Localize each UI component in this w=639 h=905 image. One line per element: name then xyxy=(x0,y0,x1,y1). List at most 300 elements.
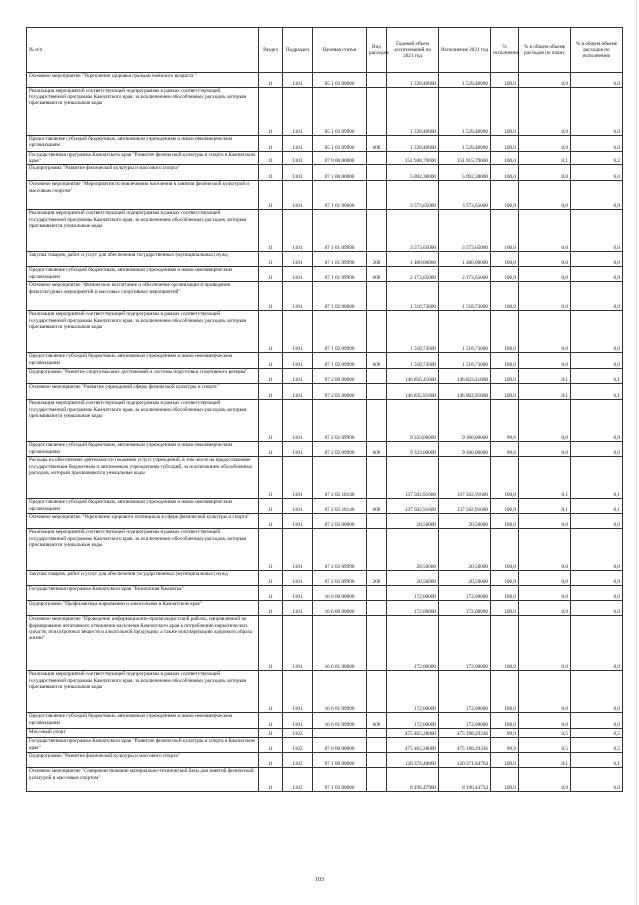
cell-plan: 172,00000 xyxy=(387,671,439,713)
header-share-plan: % в общем объеме расходов по плану xyxy=(519,28,571,73)
cell-pct: 100,0 xyxy=(491,165,519,181)
cell-cs: 05 1 03 09990 xyxy=(313,136,367,152)
cell-isp: 8 196,44734 xyxy=(439,768,491,792)
cell-si: 0,0 xyxy=(571,136,623,152)
cell-r: 11 xyxy=(259,499,283,514)
cell-vr xyxy=(367,753,387,768)
table-row xyxy=(27,768,623,792)
cell-pct: 100,0 xyxy=(491,571,519,586)
cell-p: 1102 xyxy=(283,738,313,753)
cell-p: 1102 xyxy=(283,753,313,768)
cell-si: 0,0 xyxy=(571,353,623,369)
cell-pct: 99,9 xyxy=(491,729,519,738)
cell-vr: 600 xyxy=(367,713,387,729)
table-row xyxy=(27,499,623,514)
cell-pct: 99,6 xyxy=(491,442,519,457)
cell-isp: 1 539,40000 xyxy=(439,136,491,152)
cell-sp: 0,0 xyxy=(519,768,571,792)
cell-sp: 0,0 xyxy=(519,601,571,616)
table-row xyxy=(27,571,623,586)
cell-vr xyxy=(367,671,387,713)
cell-cs: 16 6 00 00000 xyxy=(313,601,367,616)
cell-sp: 0,0 xyxy=(519,136,571,152)
cell-pct: 100,0 xyxy=(491,671,519,713)
cell-r: 11 xyxy=(259,400,283,442)
cell-plan: 5 092,38000 xyxy=(387,165,439,181)
cell-si: 0,0 xyxy=(571,768,623,792)
cell-si: 0,5 xyxy=(571,738,623,753)
table-row xyxy=(27,601,623,616)
table-row xyxy=(27,442,623,457)
cell-p: 1101 xyxy=(283,353,313,369)
cell-si: 0,1 xyxy=(571,369,623,384)
cell-r: 11 xyxy=(259,88,283,136)
table-row xyxy=(27,369,623,384)
cell-plan: 1 518,73000 xyxy=(387,282,439,311)
cell-p: 1101 xyxy=(283,136,313,152)
cell-r: 11 xyxy=(259,514,283,529)
cell-isp: 9 300,00000 xyxy=(439,400,491,442)
cell-si: 0,0 xyxy=(571,73,623,88)
cell-isp: 172,00000 xyxy=(439,601,491,616)
cell-sp: 0,1 xyxy=(519,499,571,514)
cell-p: 1101 xyxy=(283,713,313,729)
cell-r: 11 xyxy=(259,601,283,616)
cell-sp: 0,1 xyxy=(519,753,571,768)
cell-name: Подпрограмма "Развитие спорта высших достижений и системы подготовки спортивного резерва" xyxy=(27,369,259,384)
table-row xyxy=(27,152,623,165)
cell-si: 0,0 xyxy=(571,400,623,442)
cell-vr: 600 xyxy=(367,499,387,514)
cell-sp: 0,1 xyxy=(519,369,571,384)
header-execution: Исполнение 2021 год xyxy=(439,28,491,73)
cell-p: 1101 xyxy=(283,369,313,384)
cell-cs: 07 1 00 00000 xyxy=(313,165,367,181)
cell-plan: 1 518,73000 xyxy=(387,311,439,353)
cell-si: 0,0 xyxy=(571,252,623,267)
cell-r: 11 xyxy=(259,181,283,210)
cell-si: 0,0 xyxy=(571,442,623,457)
cell-sp: 0,0 xyxy=(519,400,571,442)
cell-isp: 172,00000 xyxy=(439,671,491,713)
cell-r: 11 xyxy=(259,136,283,152)
cell-sp: 0,0 xyxy=(519,586,571,601)
cell-isp: 120 371,84764 xyxy=(439,753,491,768)
table-row xyxy=(27,165,623,181)
cell-si: 0,0 xyxy=(571,181,623,210)
cell-plan: 172,00000 xyxy=(387,616,439,671)
cell-name: Предоставление субсидий бюджетным, автономным учреждениям и иным некоммерческим организациям xyxy=(27,499,259,514)
table-row xyxy=(27,88,623,136)
cell-isp: 20,50000 xyxy=(439,571,491,586)
table-row xyxy=(27,267,623,282)
cell-p: 1102 xyxy=(283,729,313,738)
cell-name: Реализация мероприятий соответствующей подпрограммы в рамках соответствующей государственной программы Камчатского края, за исключением обособленных расходов, которым присваиваются уникальные коды xyxy=(27,529,259,571)
cell-cs: 07 1 02 09990 xyxy=(313,311,367,353)
cell-cs: 07 1 01 09990 xyxy=(313,252,367,267)
cell-vr xyxy=(367,529,387,571)
cell-cs: 16 0 00 00000 xyxy=(313,586,367,601)
cell-pct: 100,0 xyxy=(491,499,519,514)
cell-isp: 3 573,65000 xyxy=(439,181,491,210)
cell-vr xyxy=(367,616,387,671)
cell-r: 11 xyxy=(259,282,283,311)
cell-pct: 100,0 xyxy=(491,768,519,792)
table-row xyxy=(27,616,623,671)
cell-sp: 0,0 xyxy=(519,165,571,181)
cell-si: 0,0 xyxy=(571,616,623,671)
cell-name: Подпрограмма "Развитие физической культуры и массового спорта" xyxy=(27,165,259,181)
cell-p: 1101 xyxy=(283,616,313,671)
cell-si: 0,0 xyxy=(571,311,623,353)
cell-pct: 99,9 xyxy=(491,738,519,753)
cell-cs xyxy=(313,729,367,738)
cell-cs: 05 1 03 09990 xyxy=(313,88,367,136)
table-row xyxy=(27,586,623,601)
cell-plan: 475 465,28000 xyxy=(387,729,439,738)
cell-si: 0,0 xyxy=(571,671,623,713)
cell-r: 11 xyxy=(259,768,283,792)
cell-r: 11 xyxy=(259,267,283,282)
cell-p: 1101 xyxy=(283,311,313,353)
cell-vr xyxy=(367,73,387,88)
cell-p: 1102 xyxy=(283,768,313,792)
cell-cs: 07 0 00 00000 xyxy=(313,152,367,165)
cell-p: 1101 xyxy=(283,152,313,165)
cell-pct: 100,0 xyxy=(491,88,519,136)
cell-p: 1101 xyxy=(283,442,313,457)
cell-cs: 07 2 02 09990 xyxy=(313,442,367,457)
cell-r: 11 xyxy=(259,729,283,738)
table-row xyxy=(27,136,623,152)
cell-p: 1101 xyxy=(283,457,313,499)
cell-pct: 100,0 xyxy=(491,529,519,571)
cell-name: Государственная программа Камчатского края "Развитие физической культуры и спорта в Камчатском крае" xyxy=(27,152,259,165)
cell-pct: 100,0 xyxy=(491,384,519,400)
budget-sheet xyxy=(26,27,622,792)
cell-isp: 20,50000 xyxy=(439,529,491,571)
cell-isp: 2 173,65000 xyxy=(439,267,491,282)
header-target-article: Целевая статья xyxy=(313,28,367,73)
cell-p: 1101 xyxy=(283,252,313,267)
cell-si: 0,0 xyxy=(571,713,623,729)
cell-name: Реализация мероприятий соответствующей подпрограммы в рамках соответствующей государственной программы Камчатского края, за исключением обособленных расходов, которым присваиваются уникальные коды xyxy=(27,671,259,713)
cell-vr xyxy=(367,311,387,353)
cell-pct: 100,0 xyxy=(491,514,519,529)
cell-plan: 20,50000 xyxy=(387,529,439,571)
cell-cs: 05 1 03 00000 xyxy=(313,73,367,88)
cell-isp: 3 573,65000 xyxy=(439,210,491,252)
cell-pct: 100,0 xyxy=(491,753,519,768)
cell-sp: 0,0 xyxy=(519,514,571,529)
cell-sp: 0,1 xyxy=(519,457,571,499)
cell-vr xyxy=(367,738,387,753)
table-row xyxy=(27,73,623,88)
cell-cs: 07 1 01 09990 xyxy=(313,267,367,282)
cell-sp: 0,0 xyxy=(519,713,571,729)
table-row xyxy=(27,514,623,529)
cell-isp: 1 539,40000 xyxy=(439,73,491,88)
cell-r: 11 xyxy=(259,165,283,181)
cell-vr xyxy=(367,88,387,136)
cell-plan: 8 196,47900 xyxy=(387,768,439,792)
cell-r: 11 xyxy=(259,586,283,601)
cell-sp: 0,0 xyxy=(519,73,571,88)
cell-pct: 100,0 xyxy=(491,601,519,616)
cell-sp: 0,0 xyxy=(519,671,571,713)
cell-vr: 600 xyxy=(367,442,387,457)
cell-p: 1101 xyxy=(283,73,313,88)
cell-plan: 1 539,40000 xyxy=(387,88,439,136)
cell-isp: 5 092,38000 xyxy=(439,165,491,181)
cell-isp: 9 300,00000 xyxy=(439,442,491,457)
cell-r: 11 xyxy=(259,753,283,768)
cell-cs: 07 1 02 00000 xyxy=(313,282,367,311)
cell-cs: 07 2 03 00000 xyxy=(313,514,367,529)
cell-r: 11 xyxy=(259,152,283,165)
cell-name: Основное мероприятие "Совершенствование материально-технической базы для занятий физической культурой и массовым спортом" xyxy=(27,768,259,792)
cell-isp: 20,50000 xyxy=(439,514,491,529)
cell-r: 11 xyxy=(259,671,283,713)
cell-si: 0,0 xyxy=(571,586,623,601)
table-row xyxy=(27,738,623,753)
cell-si: 0,0 xyxy=(571,514,623,529)
cell-sp: 0,0 xyxy=(519,529,571,571)
cell-isp: 1 539,40000 xyxy=(439,88,491,136)
cell-r: 11 xyxy=(259,571,283,586)
cell-name: Закупка товаров, работ и услуг для обеспечения государственных (муниципальных) нужд xyxy=(27,571,259,586)
cell-name: Подпрограмма "Профилактика наркомании и алкоголизма в Камчатском крае" xyxy=(27,601,259,616)
cell-r: 11 xyxy=(259,529,283,571)
cell-vr xyxy=(367,400,387,442)
cell-cs: 07 2 02 09990 xyxy=(313,400,367,442)
table-row xyxy=(27,729,623,738)
cell-r: 11 xyxy=(259,353,283,369)
cell-plan: 146 856,41600 xyxy=(387,369,439,384)
cell-vr: 600 xyxy=(367,136,387,152)
cell-pct: 100,0 xyxy=(491,369,519,384)
cell-vr xyxy=(367,457,387,499)
cell-si: 0,1 xyxy=(571,384,623,400)
cell-sp: 0,0 xyxy=(519,267,571,282)
cell-cs: 07 1 02 09990 xyxy=(313,353,367,369)
table-row xyxy=(27,252,623,267)
cell-isp: 1 518,73000 xyxy=(439,311,491,353)
cell-sp: 0,0 xyxy=(519,442,571,457)
cell-p: 1101 xyxy=(283,571,313,586)
cell-si: 0,0 xyxy=(571,267,623,282)
cell-vr xyxy=(367,729,387,738)
cell-r: 11 xyxy=(259,616,283,671)
cell-r: 11 xyxy=(259,311,283,353)
table-row xyxy=(27,529,623,571)
cell-name: Предоставление субсидий бюджетным, автономным учреждениям и иным некоммерческим организациям xyxy=(27,713,259,729)
table-row xyxy=(27,400,623,442)
cell-name: Расходы на обеспечение деятельности (оказание услуг) учреждений, в том числе на предоставление государственным бюджетным и автономным учреждениям субсидий, за исключением обособленных расходов, которым присваиваются уникальные коды xyxy=(27,457,259,499)
cell-plan: 20,50000 xyxy=(387,514,439,529)
cell-pct: 100,0 xyxy=(491,73,519,88)
cell-si: 0,0 xyxy=(571,88,623,136)
cell-p: 1101 xyxy=(283,514,313,529)
cell-name: Основное мероприятие "Развитие учреждений сферы физической культуры и спорта" xyxy=(27,384,259,400)
cell-p: 1101 xyxy=(283,165,313,181)
header-expense-type: Вид расходов xyxy=(367,28,387,73)
table-row xyxy=(27,353,623,369)
cell-plan: 146 835,91600 xyxy=(387,384,439,400)
cell-name: Реализация мероприятий соответствующей подпрограммы в рамках соответствующей государственной программы Камчатского края, за исключением обособленных расходов, которым присваиваются уникальные коды xyxy=(27,210,259,252)
cell-sp: 0,0 xyxy=(519,311,571,353)
header-num: № п/п xyxy=(27,28,259,73)
cell-vr xyxy=(367,210,387,252)
cell-plan: 120 374,40860 xyxy=(387,753,439,768)
cell-r: 11 xyxy=(259,457,283,499)
cell-cs: 07 2 03 09990 xyxy=(313,529,367,571)
cell-isp: 475 198,29336 xyxy=(439,738,491,753)
budget-table xyxy=(26,27,623,792)
cell-plan: 1 539,40000 xyxy=(387,73,439,88)
cell-p: 1101 xyxy=(283,671,313,713)
cell-cs: 07 2 02 10140 xyxy=(313,457,367,499)
cell-pct: 100,0 xyxy=(491,311,519,353)
cell-plan: 2 173,65000 xyxy=(387,267,439,282)
cell-r: 11 xyxy=(259,210,283,252)
cell-vr xyxy=(367,165,387,181)
cell-cs: 07 1 03 00000 xyxy=(313,768,367,792)
cell-plan: 137 502,91600 xyxy=(387,457,439,499)
cell-r: 11 xyxy=(259,73,283,88)
cell-isp: 146 823,41600 xyxy=(439,369,491,384)
cell-isp: 475 198,29336 xyxy=(439,729,491,738)
cell-pct: 100,0 xyxy=(491,152,519,165)
scan-edge-line xyxy=(636,0,637,905)
cell-si: 0,0 xyxy=(571,601,623,616)
cell-name: Реализация мероприятий соответствующей подпрограммы в рамках соответствующей государственной программы Камчатского края, за исключением обособленных расходов, которым присваиваются уникальные коды xyxy=(27,88,259,136)
cell-sp: 0,0 xyxy=(519,616,571,671)
table-row xyxy=(27,181,623,210)
header-percent: % исполнения xyxy=(491,28,519,73)
cell-name: Основное мероприятие "Проведение информационно-пропагандистской работы, направленной на формирование негативного отношения населения Камчатского края к потреблению наркотических средств, психотропных веществ и алкогольной продукции, а также популяризацию здорового образа жизни" xyxy=(27,616,259,671)
table-row xyxy=(27,753,623,768)
cell-sp: 0,0 xyxy=(519,88,571,136)
cell-pct: 100,0 xyxy=(491,353,519,369)
cell-p: 1101 xyxy=(283,400,313,442)
cell-cs: 16 6 01 00000 xyxy=(313,616,367,671)
cell-si: 0,1 xyxy=(571,457,623,499)
cell-plan: 9 333,00000 xyxy=(387,442,439,457)
table-body xyxy=(27,73,623,792)
cell-p: 1101 xyxy=(283,210,313,252)
header-share-execution: % в общем объеме расходов по исполнению xyxy=(571,28,623,73)
header-podrazdel: Подраздел xyxy=(283,28,313,73)
cell-p: 1101 xyxy=(283,499,313,514)
cell-isp: 146 802,91600 xyxy=(439,384,491,400)
cell-isp: 1 518,73000 xyxy=(439,282,491,311)
cell-sp: 0,5 xyxy=(519,729,571,738)
table-row xyxy=(27,671,623,713)
cell-name: Основное мероприятие "Физическое воспитание и обеспечение организации и проведения физкультурных мероприятий и массовых спортивных мероприятий" xyxy=(27,282,259,311)
cell-isp: 137 502,91600 xyxy=(439,457,491,499)
cell-si: 0,5 xyxy=(571,729,623,738)
cell-r: 11 xyxy=(259,369,283,384)
cell-si: 0,1 xyxy=(571,499,623,514)
cell-pct: 100,0 xyxy=(491,616,519,671)
table-row xyxy=(27,457,623,499)
cell-plan: 151 948,79600 xyxy=(387,152,439,165)
cell-si: 0,0 xyxy=(571,165,623,181)
cell-p: 1101 xyxy=(283,384,313,400)
cell-p: 1101 xyxy=(283,601,313,616)
cell-name: Подпрограмма "Развитие физической культуры и массового спорта" xyxy=(27,753,259,768)
cell-plan: 1 400,00000 xyxy=(387,252,439,267)
cell-p: 1101 xyxy=(283,181,313,210)
cell-name: Реализация мероприятий соответствующей подпрограммы в рамках соответствующей государственной программы Камчатского края, за исключением обособленных расходов, которым присваиваются уникальные коды xyxy=(27,400,259,442)
cell-sp: 0,0 xyxy=(519,571,571,586)
page-number: 103 xyxy=(315,877,324,883)
cell-vr xyxy=(367,152,387,165)
cell-name: Основное мероприятие "Укрепление здорового потенциала в сфере физической культуры и спорта" xyxy=(27,514,259,529)
cell-isp: 1 400,00000 xyxy=(439,252,491,267)
cell-vr xyxy=(367,601,387,616)
cell-plan: 172,00000 xyxy=(387,713,439,729)
cell-name: Государственная программа Камчатского края "Развитие физической культуры и спорта в Камчатском крае" xyxy=(27,738,259,753)
cell-r: 11 xyxy=(259,713,283,729)
cell-si: 0,1 xyxy=(571,753,623,768)
cell-sp: 0,1 xyxy=(519,384,571,400)
cell-vr xyxy=(367,384,387,400)
table-header xyxy=(27,28,623,73)
cell-cs: 07 2 03 09990 xyxy=(313,571,367,586)
cell-pct: 100,0 xyxy=(491,282,519,311)
cell-plan: 172,00000 xyxy=(387,601,439,616)
cell-cs: 07 2 02 00000 xyxy=(313,384,367,400)
cell-name: Предоставление субсидий бюджетным, автономным учреждениям и иным некоммерческим организациям xyxy=(27,136,259,152)
cell-r: 11 xyxy=(259,442,283,457)
cell-pct: 100,0 xyxy=(491,586,519,601)
cell-name: Предоставление субсидий бюджетным, автономным учреждениям и иным некоммерческим организациям xyxy=(27,442,259,457)
cell-cs: 07 2 00 00000 xyxy=(313,369,367,384)
cell-p: 1101 xyxy=(283,282,313,311)
cell-sp: 0,0 xyxy=(519,210,571,252)
cell-vr: 600 xyxy=(367,353,387,369)
cell-r: 11 xyxy=(259,384,283,400)
table-row xyxy=(27,384,623,400)
cell-cs: 16 6 01 09990 xyxy=(313,671,367,713)
cell-vr xyxy=(367,282,387,311)
cell-name: Закупка товаров, работ и услуг для обеспечения государственных (муниципальных) нужд xyxy=(27,252,259,267)
cell-cs: 07 1 01 09990 xyxy=(313,210,367,252)
cell-vr xyxy=(367,514,387,529)
cell-name: Основное мероприятие "Укрепление здоровья граждан пожилого возраста " xyxy=(27,73,259,88)
cell-name: Государственная программа Камчатского края "Безопасная Камчатка" xyxy=(27,586,259,601)
cell-pct: 100,0 xyxy=(491,136,519,152)
cell-plan: 9 333,00000 xyxy=(387,400,439,442)
cell-pct: 100,0 xyxy=(491,252,519,267)
cell-si: 0,0 xyxy=(571,282,623,311)
cell-si: 0,0 xyxy=(571,571,623,586)
cell-cs: 16 6 01 09990 xyxy=(313,713,367,729)
cell-plan: 20,50000 xyxy=(387,571,439,586)
cell-sp: 0,0 xyxy=(519,252,571,267)
cell-plan: 1 518,73000 xyxy=(387,353,439,369)
cell-vr: 200 xyxy=(367,571,387,586)
cell-vr: 600 xyxy=(367,267,387,282)
cell-name: Массовый спорт xyxy=(27,729,259,738)
cell-pct: 100,0 xyxy=(491,181,519,210)
cell-si: 0,0 xyxy=(571,529,623,571)
cell-pct: 99,6 xyxy=(491,400,519,442)
cell-vr xyxy=(367,181,387,210)
header-razdel: Раздел xyxy=(259,28,283,73)
